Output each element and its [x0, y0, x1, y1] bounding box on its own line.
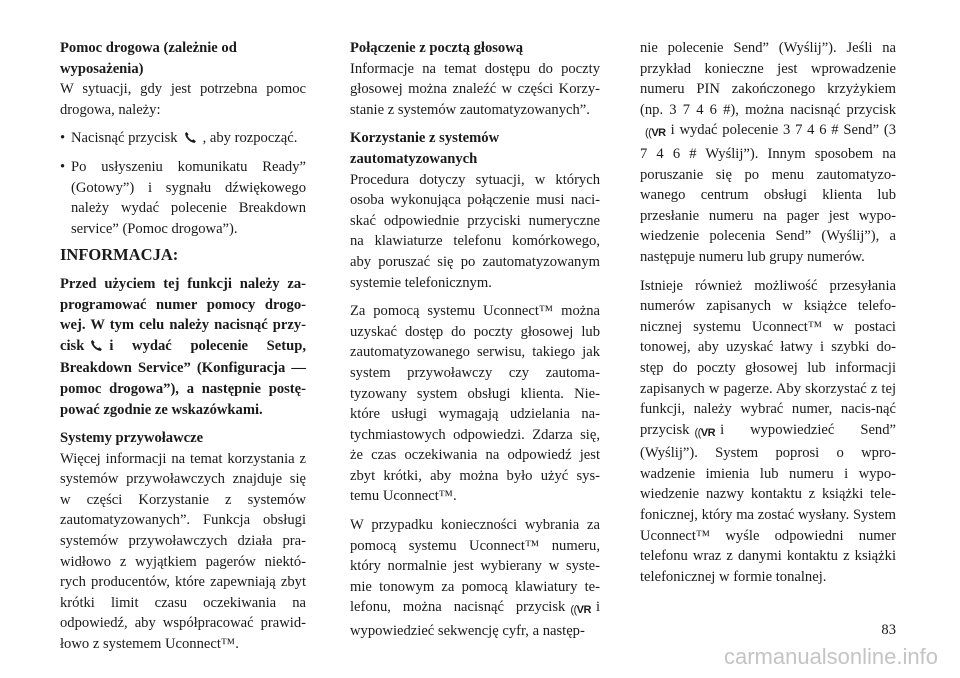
roadside-heading: Pomoc drogowa (zależnie od wyposażenia) [60, 40, 237, 77]
column-left [60, 38, 306, 663]
phone-handset-icon [84, 338, 109, 359]
send-text: Istnieje również możliwość przesyłania numerów zapisanych w książce telefo-nicznej systemu Uconnect™ w postaci tonowej, aby uzyskać łatwy i szybki do-stęp do poczty głosowej lub informacji zapisanych w pagerze. Aby skorzystać z tej funkcji, należy wybrać numer, nacis-nąć przycisk ((VR i wypowiedzieć Send” (Wyślij”). System poprosi o wpro-wadzenie imienia lub numeru i wypo-wiedzenie nazwy kontaktu z książki tele-fonicznej, który ma zostać wysłany. System Uconnect™ wyśle odpowiedni numer telefonu wraz z danymi kontaktu z książki telefonicznej w formie tonalnej. [640, 277, 896, 585]
info-text: Przed użyciem tej funkcji należy za-programować numer pomocy drogo-wej. W tym celu należy nacisnąć przy-cisk i wydać polecenie Setup, Breakdown Service” (Konfiguracja — pomoc drogowa”), a następnie postę-pować zgodnie ze wskazówkami. [60, 275, 306, 418]
paging-heading: Systemy przywoławcze [60, 430, 204, 447]
roadside-intro: W sytuacji, gdy jest potrzebna pomoc drogowa, należy: [60, 81, 306, 118]
roadside-steps [60, 128, 306, 239]
watermark: carmanualsonline.info [723, 644, 938, 669]
continued-text: nie polecenie Send” (Wyślij”). Jeśli na przykład konieczne jest wprowadzenie numeru PIN zakończonego krzyżykiem (np. 3 7 4 6 #), można nacisnąć przycisk((VR i wydać polecenie 3 7 4 6 # Send” (3 7 4 6 # Wyślij”). Innym sposobem na poruszanie się po menu zautomatyzo-wanego centrum obsługi klienta lub przesłanie numeru na pager jest wypo-wiedzenie polecenia Send” (Wyślij”), a następuje numeru lub grupy numerów. [640, 40, 896, 265]
page-number: 83 [881, 622, 896, 638]
voice-command-icon: ((VR [645, 127, 666, 140]
voicemail-heading: Połączenie z pocztą głosową [350, 40, 524, 56]
dial-text: W przypadku konieczności wybrania za pomocą systemu Uconnect™ numeru, który normalnie jest wybierany w syste-mie tonowym za pomocą klawiatury te-lefonu, można nacisnąć przycisk ((VR i wypowiedzieć sekwencję cyfr, a następ- [350, 517, 600, 640]
column-middle [350, 38, 600, 650]
automated-heading: Korzystanie z systemów zautomatyzowanych [350, 130, 500, 167]
info-heading: INFORMACJA: [60, 245, 179, 265]
list-item: • Po usłyszeniu komunikatu Ready” (Gotowy”) i sygnału dźwiękowego należy wydać polecenie Breakdown service” (Pomoc drogowa”). [60, 157, 306, 239]
automated-text: Procedura dotyczy sytuacji, w których osoba wykonująca połączenie musi naci-skać odpowiednie przyciski numeryczne na klawiaturze telefonu komórkowego, aby poruszać się po zautomatyzowanym systemie telefonicznym. [350, 171, 600, 291]
voice-command-icon: ((VR [694, 426, 716, 439]
phone-handset-icon [178, 130, 203, 151]
voice-command-icon: ((VR [570, 604, 591, 617]
uconnect-text: Za pomocą systemu Uconnect™ można uzyskać dostęp do poczty głosowej lub zautomatyzowanego serwisu, takiego jak system przywoławczy czy zautoma-tyzowany system obsługi klienta. Nie-które usługi wymagają udzielania na-tychmiastowych odpowiedzi. Zdarza się, że czas oczekiwania na odpowiedź jest zbyt krótki, aby można było użyć sys-temu Uconnect™. [350, 303, 600, 505]
column-right [640, 38, 896, 595]
list-item: • Nacisnąć przycisk , aby rozpocząć. [60, 128, 306, 151]
voicemail-text: Informacje na temat dostępu do poczty głosowej można znaleźć w części Korzy-stanie z systemów zautomatyzowanych”. [350, 60, 600, 118]
paging-text: Więcej informacji na temat korzystania z systemów przywoławczych znajduje się w części Korzystanie z systemów zautomatyzowanych”. Funkcja obsługi systemów przywoławczych działa pra-widłowo z wyjątkiem pagerów niektó-rych producentów, które zapewniają zbyt krótki limit czasu oczekiwania na odpowiedź, aby współpracować prawid-łowo z systemem Uconnect™. [60, 450, 306, 653]
